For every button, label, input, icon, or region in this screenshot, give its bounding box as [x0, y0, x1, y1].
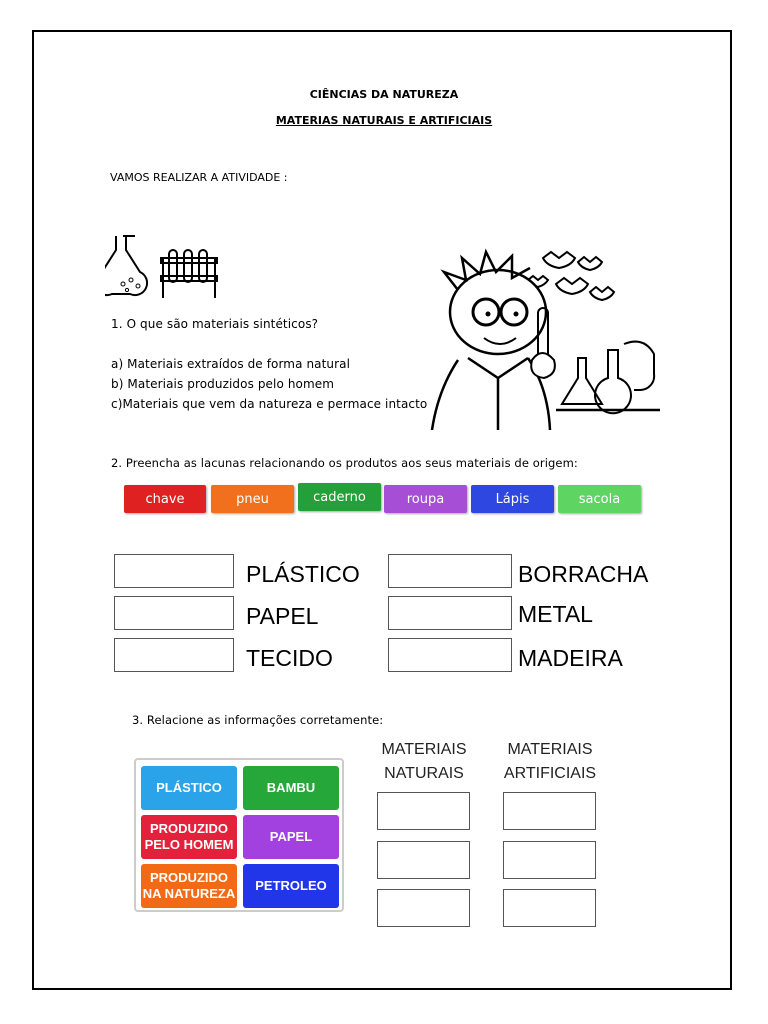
answer-box[interactable]: [114, 638, 234, 672]
material-label: BORRACHA: [518, 561, 649, 587]
material-label: PLÁSTICO: [246, 561, 360, 587]
answer-box[interactable]: [114, 596, 234, 630]
answer-box-natural[interactable]: [377, 792, 470, 830]
relation-chip-2[interactable]: PRODUZIDO PELO HOMEM: [141, 815, 237, 859]
word-chip-2[interactable]: caderno: [298, 483, 381, 511]
relation-chip-0[interactable]: PLÁSTICO: [141, 766, 237, 810]
q1-option-b: b) Materiais produzidos pelo homem: [111, 377, 335, 391]
material-label: METAL: [518, 601, 593, 627]
q1-option-c: c)Materiais que vem da natureza e permace intacto: [111, 397, 428, 411]
material-label: PAPEL: [246, 603, 319, 629]
page-subtitle: MATERIAS NATURAIS E ARTIFICIAIS: [275, 114, 493, 127]
answer-box[interactable]: [388, 596, 512, 630]
material-label: MADEIRA: [518, 645, 623, 671]
answer-box[interactable]: [388, 638, 512, 672]
answer-box[interactable]: [114, 554, 234, 588]
answer-box-natural[interactable]: [377, 889, 470, 927]
q1-question: 1. O que são materiais sintéticos?: [111, 317, 319, 331]
lab-glassware-illustration: [105, 232, 225, 302]
page-title: CIÊNCIAS DA NATUREZA: [309, 88, 459, 101]
column-header-natural: MATERIAIS NATURAIS: [381, 741, 467, 782]
word-chip-1[interactable]: pneu: [211, 485, 294, 513]
word-chip-4[interactable]: Lápis: [471, 485, 554, 513]
word-chip-3[interactable]: roupa: [384, 485, 467, 513]
relation-chip-5[interactable]: PETROLEO: [243, 864, 339, 908]
word-chip-5[interactable]: sacola: [558, 485, 641, 513]
answer-box-artificial[interactable]: [503, 792, 596, 830]
answer-box-artificial[interactable]: [503, 841, 596, 879]
word-chip-0[interactable]: chave: [124, 485, 206, 513]
answer-box-artificial[interactable]: [503, 889, 596, 927]
relation-chip-4[interactable]: PRODUZIDO NA NATUREZA: [141, 864, 237, 908]
relation-chip-1[interactable]: BAMBU: [243, 766, 339, 810]
q2-question: 2. Preencha as lacunas relacionando os produtos aos seus materiais de origem:: [111, 456, 578, 470]
scientist-cartoon-illustration: [428, 240, 660, 430]
answer-box[interactable]: [388, 554, 512, 588]
column-header-artificial: MATERIAIS ARTIFICIAIS: [503, 741, 597, 782]
q1-option-a: a) Materiais extraídos de forma natural: [111, 357, 351, 371]
answer-box-natural[interactable]: [377, 841, 470, 879]
material-label: TECIDO: [246, 645, 333, 671]
relation-chip-3[interactable]: PAPEL: [243, 815, 339, 859]
q3-question: 3. Relacione as informações corretamente:: [132, 713, 384, 727]
intro-text: VAMOS REALIZAR A ATIVIDADE :: [110, 171, 288, 184]
